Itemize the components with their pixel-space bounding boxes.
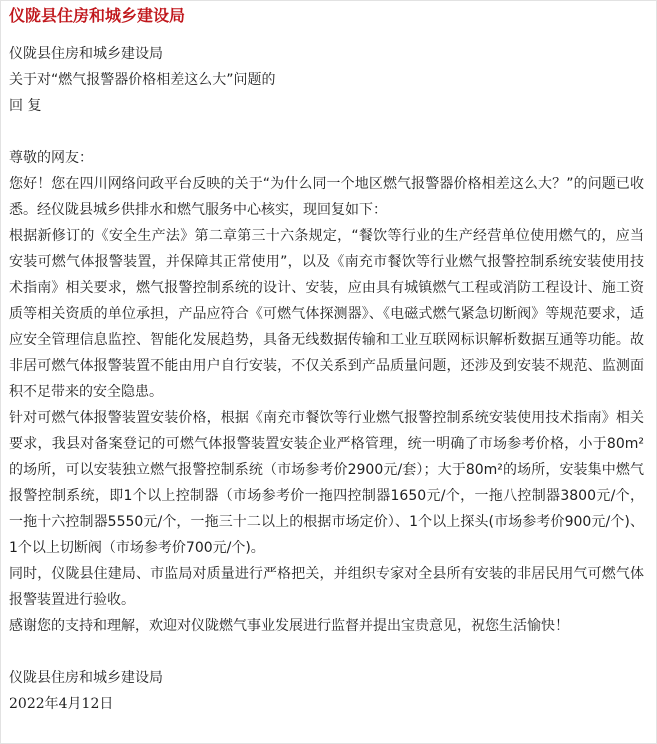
blank-line bbox=[9, 119, 644, 145]
paragraph-intro: 您好！您在四川网络问政平台反映的关于“为什么同一个地区燃气报警器价格相差这么大？”的问题已收悉。经仪陇县城乡供排水和燃气服务中心核实，现回复如下： bbox=[9, 176, 644, 218]
greeting: 尊敬的网友： bbox=[9, 150, 93, 166]
letter-body bbox=[9, 145, 644, 639]
header-org: 仪陇县住房和城乡建设局 bbox=[9, 46, 163, 62]
paragraph-inspection: 同时，仪陇县住建局、市监局对质量进行严格把关，并组织专家对全县所有安装的非居民用气可燃气体报警装置进行验收。 bbox=[9, 566, 644, 608]
signature-date: 2022年4月12日 bbox=[9, 696, 114, 712]
signature-block bbox=[9, 665, 644, 717]
paragraph-thanks: 感谢您的支持和理解，欢迎对仪陇燃气事业发展进行监督并提出宝贵意见，祝您生活愉快！ bbox=[9, 618, 569, 634]
header-reply: 回 复 bbox=[9, 98, 42, 114]
signature-org: 仪陇县住房和城乡建设局 bbox=[9, 670, 163, 686]
header-subject: 关于对“燃气报警器价格相差这么大”问题的 bbox=[9, 72, 276, 88]
site-title: 仪陇县住房和城乡建设局 bbox=[9, 6, 186, 25]
paragraph-pricing: 针对可燃气体报警装置安装价格，根据《南充市餐饮等行业燃气报警控制系统安装使用技术指南》相关要求，我县对备案登记的可燃气体报警装置安装企业严格管理，统一明确了市场参考价格，小于80m²的场所，可以安装独立燃气报警控制系统（市场参考价2900元/套）；大于80m²的场所，安装集中燃气报警控制系统，即1个以上控制器（市场参考价一拖四控制器1650元/个，一拖八控制器3800元/个，一拖十六控制器5550元/个，一拖三十二以上的根据市场定价）、1个以上探头(市场参考价900元/个)、1个以上切断阀（市场参考价700元/个)。 bbox=[9, 410, 644, 556]
letter-header bbox=[9, 41, 644, 119]
paragraph-regulation: 根据新修订的《安全生产法》第二章第三十六条规定，“餐饮等行业的生产经营单位使用燃气的，应当安装可燃气体报警装置，并保障其正常使用”，以及《南充市餐饮等行业燃气报警控制系统安装使用技术指南》相关要求，燃气报警控制系统的设计、安装，应由具有城镇燃气工程或消防工程设计、施工资质等相关资质的单位承担，产品应符合《可燃气体探测器》、《电磁式燃气紧急切断阀》等规范要求，适应安全管理信息监控、智能化发展趋势，具备无线数据传输和工业互联网标识解析数据互通等功能。故非居可燃气体报警装置不能由用户自行安装，不仅关系到产品质量问题，还涉及到安装不规范、监测面积不足带来的安全隐患。 bbox=[9, 228, 644, 400]
